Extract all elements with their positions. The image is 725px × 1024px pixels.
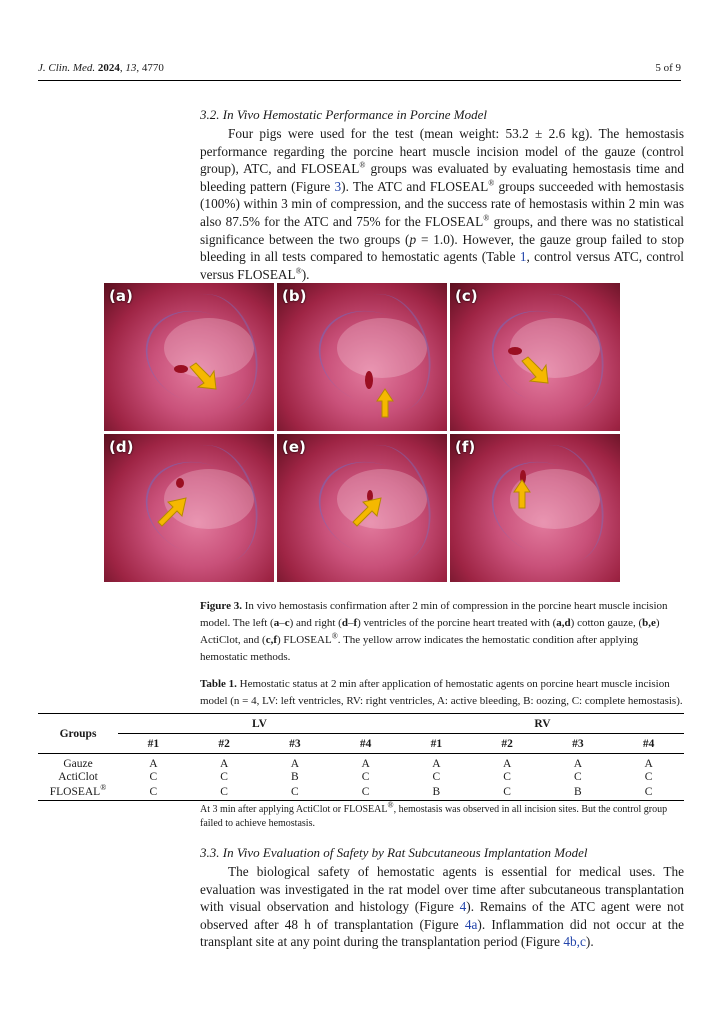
- table-header-groups: Groups: [38, 714, 118, 754]
- table-1-link[interactable]: 1: [519, 249, 527, 265]
- figure-panel-b: [277, 283, 447, 431]
- panel-label-d: (d): [109, 438, 134, 456]
- figure-4a-link[interactable]: 4a: [464, 916, 478, 932]
- yellow-arrow-icon: [351, 496, 383, 528]
- journal-name: J. Clin. Med.: [38, 62, 96, 74]
- yellow-arrow-icon: [369, 387, 401, 419]
- table-row: [38, 754, 684, 771]
- table-row-label: FLOSEAL®: [49, 782, 107, 798]
- table-cell: C: [220, 771, 228, 783]
- yellow-arrow-icon: [520, 355, 552, 387]
- figure-3: [104, 283, 620, 582]
- panel-label-b: (b): [282, 287, 307, 305]
- table-header-rv: RV: [534, 717, 551, 730]
- table-col-header: #3: [260, 734, 331, 754]
- section-3-3-title: 3.3. In Vivo Evaluation of Safety by Rat Subcutaneous Implantation Model: [200, 845, 588, 860]
- table-cell: A: [290, 758, 300, 770]
- figure-panel-c: [450, 283, 620, 431]
- figure-4-link[interactable]: 4: [459, 899, 467, 915]
- panel-label-a: (a): [109, 287, 133, 305]
- table-1-caption: Table 1. Hemostatic status at 2 min after application of hemostatic agents on porcine heart muscle incision model (n = 4, LV: left ventricles, RV: right ventricles, A: active bleeding, B: oozing, C: complete hemostasis).: [200, 678, 683, 707]
- figure-panel-d: [104, 434, 274, 582]
- table-col-header: #2: [472, 734, 543, 754]
- table-cell: C: [291, 785, 299, 798]
- table-cell: C: [361, 785, 370, 798]
- page-number: 5 of 9: [655, 62, 681, 74]
- table-cell: A: [361, 758, 370, 770]
- running-header: J. Clin. Med. 2024, 13, 4770: [38, 62, 164, 74]
- table-cell: C: [149, 771, 158, 783]
- table-1: [38, 713, 684, 801]
- table-cell: A: [644, 758, 653, 770]
- article-number: , 4770: [136, 62, 164, 74]
- figure-panel-a: [104, 283, 274, 431]
- section-3-2-title: 3.2. In Vivo Hemostatic Performance in Porcine Model: [200, 107, 488, 122]
- table-cell: C: [503, 771, 511, 783]
- table-col-header: #1: [118, 734, 189, 754]
- table-cell: B: [574, 785, 582, 798]
- table-cell: B: [291, 771, 299, 783]
- figure-3-caption: Figure 3. In vivo hemostasis confirmation after 2 min of compression in the porcine heart muscle incision model. The left (a–c) and right (d–f) ventricles of the porcine heart treated with (a,d) cotton gauze, (b,e) ActiClot, and (c,f) FLOSEAL®. The yellow arrow indicates the hemostatic condition after applying hemostatic methods.: [200, 600, 668, 663]
- table-cell: C: [220, 785, 228, 798]
- table-col-header: #1: [401, 734, 472, 754]
- figure-3-link[interactable]: 3: [334, 178, 342, 194]
- table-1-footnote: At 3 min after applying ActiClot or FLOSEAL®, hemostasis was observed in all incision sites. But the control group failed to achieve hemostasis.: [200, 800, 668, 829]
- table-cell: C: [432, 771, 441, 783]
- table-col-header: #4: [613, 734, 684, 754]
- table-cell: C: [574, 771, 582, 783]
- table-cell: A: [502, 758, 512, 770]
- table-cell: C: [149, 785, 158, 798]
- panel-label-e: (e): [282, 438, 306, 456]
- figure-panel-e: [277, 434, 447, 582]
- header-rule: [38, 80, 681, 81]
- journal-volume: 13: [125, 62, 137, 74]
- journal-year: 2024: [97, 62, 120, 74]
- table-col-header: #2: [189, 734, 260, 754]
- yellow-arrow-icon: [506, 478, 538, 510]
- table-cell: C: [361, 771, 370, 783]
- table-cell: A: [149, 758, 158, 770]
- yellow-arrow-icon: [188, 361, 220, 393]
- table-cell: C: [503, 785, 511, 798]
- table-cell: A: [219, 758, 229, 770]
- table-row: [38, 784, 684, 800]
- figure-4bc-link[interactable]: 4b,c: [563, 934, 586, 950]
- section-3-3-paragraph: The biological safety of hemostatic agents is essential for medical uses. The evaluation was investigated in the rat model over time after subcutaneous transplantation with visual observation and histology (Figure 4). Remains of the ATC agent were not observed after 48 h of transplantation (Figure 4a). Inflammation did not occur at the transplant site at any point during the transplantation period (Figure 4b,c).: [200, 864, 684, 950]
- table-row-label: ActiClot: [58, 771, 98, 783]
- table-cell: C: [644, 771, 653, 783]
- figure-panel-f: [450, 434, 620, 582]
- table-cell: A: [432, 758, 441, 770]
- panel-label-c: (c): [455, 287, 478, 305]
- section-3-2-paragraph: Four pigs were used for the test (mean weight: 53.2 ± 2.6 kg). The hemostasis performance regarding the porcine heart muscle incision model of the gauze (control group), ATC, and FLOSEAL® groups was evaluated by evaluating hemostasis time and bleeding pattern (Figure 3). The ATC and FLOSEAL® groups succeeded with hemostasis (100%) within 3 min of compression, and the success rate of hemostasis within 2 min was also 87.5% for the ATC and 75% for the FLOSEAL® groups, and there was no statistical significance between the two groups (p = 1.0). However, the gauze group failed to stop bleeding in all tests compared to hemostatic agents (Table 1, control versus ATC, control versus FLOSEAL®).: [200, 126, 684, 282]
- table-header-lv: LV: [252, 717, 267, 730]
- table-cell: C: [644, 785, 653, 798]
- table-cell: B: [432, 785, 441, 798]
- table-col-header: #4: [330, 734, 401, 754]
- panel-label-f: (f): [455, 438, 476, 456]
- table-cell: A: [573, 758, 583, 770]
- table-col-header: #3: [543, 734, 614, 754]
- table-row-label: Gauze: [63, 758, 93, 770]
- table-row: [38, 770, 684, 784]
- yellow-arrow-icon: [156, 496, 188, 528]
